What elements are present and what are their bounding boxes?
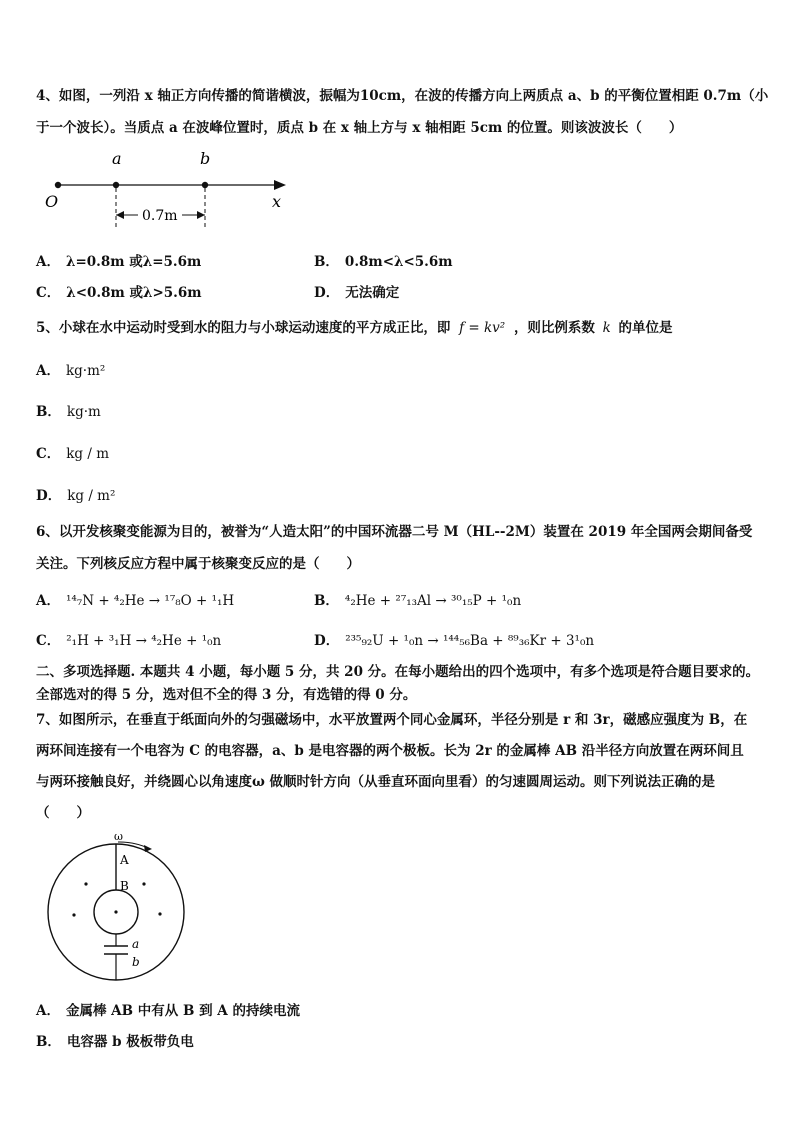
q5-option-c-text: kg / m — [66, 446, 110, 462]
section2-line-2: 全部选对的得 5 分，选对但不全的得 3 分，有选错的得 0 分。 — [36, 687, 417, 703]
field-dot-1 — [84, 882, 87, 885]
q5-option-b-text: kg·m — [66, 404, 101, 420]
field-dot-3 — [72, 913, 75, 916]
q5-option-c[interactable] — [36, 442, 109, 462]
rings-diagram — [40, 828, 200, 988]
wave-axis-diagram — [36, 145, 306, 235]
omega-arrowhead — [144, 845, 152, 852]
q5-option-d-text: kg / m² — [67, 488, 116, 504]
distance-arrow-left — [116, 211, 124, 219]
label-x: x — [272, 192, 282, 211]
q7-option-b-label: B． — [36, 1034, 61, 1050]
label-distance: 0.7m — [142, 208, 178, 224]
q5-option-b[interactable] — [36, 400, 101, 420]
q4-option-b-text: 0.8m<λ<5.6m — [344, 254, 453, 270]
section2-line-1: 二、多项选择题. 本题共 4 小题，每小题 5 分，共 20 分。在每小题给出的四个选项中，有多个选项是符合题目要求的。 — [36, 664, 760, 680]
q4-option-b-label: B． — [314, 254, 339, 270]
q4-option-d[interactable] — [314, 281, 399, 301]
q6-option-d[interactable] — [314, 629, 594, 649]
q6-option-a-label: A． — [36, 593, 60, 609]
point-o — [55, 182, 61, 188]
q6-option-c-label: C． — [36, 633, 61, 649]
q7-option-a-text: 金属棒 AB 中有从 B 到 A 的持续电流 — [65, 1003, 300, 1019]
q6-option-c-text: ²₁H + ³₁H → ⁴₂He + ¹₀n — [66, 633, 222, 649]
q4-option-a-label: A． — [36, 254, 60, 270]
q5-option-b-label: B． — [36, 404, 61, 420]
distance-arrow-right — [197, 211, 205, 219]
q7-option-a-label: A． — [36, 1003, 60, 1019]
q7-line-1: 7、如图所示，在垂直于纸面向外的匀强磁场中，水平放置两个同心金属环，半径分别是 r 和 3r，磁感应强度为 B，在 — [36, 712, 748, 728]
label-b: b — [200, 149, 211, 168]
q7-option-a[interactable] — [36, 999, 300, 1019]
point-b — [202, 182, 208, 188]
q7-option-b-text: 电容器 b 极板带负电 — [66, 1034, 194, 1050]
q5-formula: f = kv² — [459, 320, 506, 336]
q5-k: k — [602, 320, 611, 336]
q6-option-c[interactable] — [36, 629, 221, 649]
field-dot-4 — [158, 912, 161, 915]
label-rod-a: A — [120, 853, 129, 867]
q4-option-b[interactable] — [314, 250, 453, 270]
q6-option-b-label: B． — [314, 593, 339, 609]
q5-option-a[interactable] — [36, 359, 105, 379]
q4-line-1: 4、如图，一列沿 x 轴正方向传播的简谐横波，振幅为10cm，在波的传播方向上两质点 a、b 的平衡位置相距 0.7m（小 — [36, 88, 769, 104]
label-rod-b: B — [120, 879, 129, 893]
q6-option-b-text: ⁴₂He + ²⁷₁₃Al → ³⁰₁₅P + ¹₀n — [344, 593, 522, 609]
q5-middle: ，则比例系数 — [513, 320, 595, 336]
q5-suffix: 的单位是 — [618, 320, 673, 336]
point-a — [113, 182, 119, 188]
q7-line-3: 与两环接触良好，并绕圆心以角速度ω 做顺时针方向（从垂直环面向里看）的匀速圆周运动。则下列说法正确的是 — [36, 774, 716, 790]
q6-line-2: 关注。下列核反应方程中属于核聚变反应的是（ ） — [36, 556, 360, 572]
q5-prefix: 5、小球在水中运动时受到水的阻力与小球运动速度的平方成正比，即 — [36, 320, 451, 336]
q4-option-a-text: λ=0.8m 或λ=5.6m — [65, 254, 202, 270]
q4-option-d-text: 无法确定 — [345, 285, 400, 301]
field-dot-5 — [114, 910, 117, 913]
q6-option-d-label: D． — [314, 633, 340, 649]
q5-stem — [36, 316, 673, 336]
q6-option-a[interactable] — [36, 589, 234, 609]
label-o: O — [45, 192, 59, 211]
q7-line-4: （ ） — [36, 805, 90, 821]
label-plate-b: b — [132, 955, 140, 969]
q5-option-d[interactable] — [36, 484, 115, 504]
label-omega: ω — [114, 830, 123, 843]
label-a: a — [112, 149, 122, 168]
q7-option-b[interactable] — [36, 1030, 194, 1050]
x-axis-arrow — [274, 180, 286, 190]
q4-option-a[interactable] — [36, 250, 201, 270]
q6-option-d-text: ²³⁵₉₂U + ¹₀n → ¹⁴⁴₅₆Ba + ⁸⁹₃₆Kr + 3¹₀n — [345, 633, 595, 649]
q7-line-2: 两环间连接有一个电容为 C 的电容器，a、b 是电容器的两个极板。长为 2r 的金属棒 AB 沿半径方向放置在两环间且 — [36, 743, 744, 759]
q4-line-2: 于一个波长）。当质点 a 在波峰位置时，质点 b 在 x 轴上方与 x 轴相距 5cm 的位置。则该波波长（ ） — [36, 120, 683, 136]
q6-option-b[interactable] — [314, 589, 521, 609]
q6-option-a-text: ¹⁴₇N + ⁴₂He → ¹⁷₈O + ¹₁H — [65, 593, 235, 609]
q4-option-d-label: D． — [314, 285, 340, 301]
q5-option-d-label: D． — [36, 488, 62, 504]
q5-option-a-label: A． — [36, 363, 60, 379]
label-plate-a: a — [132, 937, 140, 951]
field-dot-2 — [142, 882, 145, 885]
q6-line-1: 6、以开发核聚变能源为目的，被誉为“人造太阳”的中国环流器二号 M（HL--2M）装置在 2019 年全国两会期间备受 — [36, 524, 753, 540]
q4-option-c-text: λ<0.8m 或λ>5.6m — [66, 285, 202, 301]
q4-option-c[interactable] — [36, 281, 202, 301]
q5-option-c-label: C． — [36, 446, 61, 462]
q4-option-c-label: C． — [36, 285, 61, 301]
q5-option-a-text: kg·m² — [65, 363, 106, 379]
